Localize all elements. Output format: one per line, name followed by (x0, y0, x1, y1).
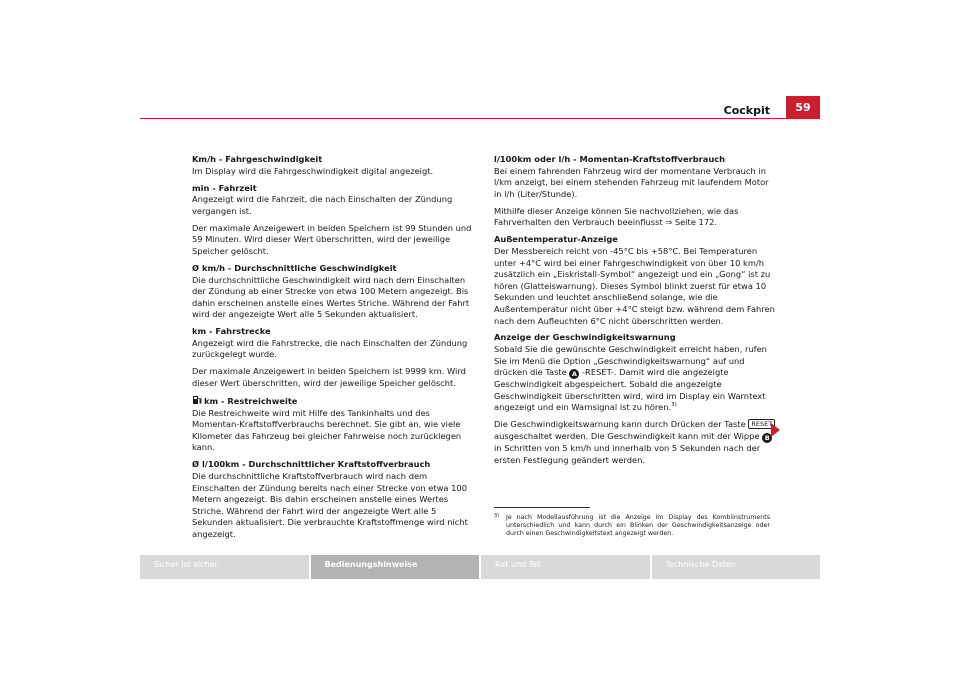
footnote (494, 514, 770, 539)
paragraph: Der maximale Anzeigewert in beiden Speichern ist 9999 km. Wird dieser Wert überschritten, wird der jeweilige Speicher gelöscht. (192, 366, 466, 389)
text-run: Die Geschwindigkeitswarnung kann durch Drücken der Taste (494, 419, 746, 430)
footnote-reference: 3) (671, 402, 677, 409)
left-column (192, 154, 474, 546)
button-a-symbol: A (569, 369, 579, 379)
footnote-number: 3) (494, 513, 500, 519)
section-heading: km - Restreichweite (204, 396, 298, 407)
section-fahrgeschwindigkeit (192, 154, 474, 177)
section-heading: Außentemperatur-Anzeige (494, 234, 618, 245)
section-aussentemperatur (494, 234, 776, 327)
footer-nav (140, 555, 820, 579)
section-heading: km - Fahrstrecke (192, 326, 271, 337)
section-geschwindigkeitswarnung (494, 332, 776, 466)
section-heading: Km/h - Fahrgeschwindigkeit (192, 154, 323, 164)
right-column (494, 154, 776, 472)
section-heading: Anzeige der Geschwindigkeitswarnung (494, 332, 676, 343)
paragraph: Der Messbereich reicht von -45°C bis +58°C. Bei Temperaturen unter +4°C wird bei einer Fahrgeschwindigkeit von über 10 km/h zusätzlich ein „Eiskristall-Symbol“ angezeigt und ein „Gong“ ist zu hören (Glatteiswarnung). Dieses Symbol blinkt zuerst für etwa 10 Sekunden und leuchtet anschließend solange, wie die Außentemperatur nicht über +4°C steigt bzw. während dem Fahren nach dem Aufleuchten 6°C nicht überschritten werden. (494, 245, 775, 326)
footer-tab-technische-daten[interactable]: Technische Daten (652, 555, 821, 579)
paragraph: Bei einem fahrenden Fahrzeug wird der momentane Verbrauch in l/km anzeigt, bei einem stehenden Fahrzeug mit laufendem Motor in l/h (Liter/Stunde). (494, 165, 769, 199)
section-fahrzeit (192, 183, 474, 258)
paragraph: Die durchschnittliche Kraftstoffverbrauch wird nach dem Einschalten der Zündung bereits nach einer Strecke von etwa 100 Metern angezeigt. Bis dahin erscheinen anstelle eines Wertes Striche. Während der Fahrt wird der angezeigte Wert alle 5 Sekunden aktualisiert. Die verbrauchte Kraftstoffmenge wird nicht angezeigt. (192, 470, 468, 539)
section-heading: Ø l/100km - Durchschnittlicher Kraftstoffverbrauch (192, 459, 431, 470)
paragraph: Die durchschnittliche Geschwindigkeit wird nach dem Einschalten der Zündung ab einer Strecke von etwa 100 Metern angezeigt. Bis dahin erscheinen anstelle eines Wertes Striche. Während der Fahrt wird der angezeigte Wert alle 5 Sekunden aktualisiert. (192, 274, 470, 320)
paragraph: Im Display wird die Fahrgeschwindigkeit digital angezeigt. (192, 165, 434, 176)
fuel-pump-icon (192, 395, 202, 405)
section-heading-with-icon (192, 395, 474, 408)
paragraph: Die Restreichweite wird mit Hilfe des Tankinhalts und des Momentan-Kraftstoffverbrauchs berechnet. Sie gibt an, wie viele Kilometer das Fahrzeug bei gleicher Fahrweise noch zurücklegen kann. (192, 407, 462, 453)
text-run: -RESET-. Damit wird die angezeigte Geschwindigkeit abgespeichert. Sobald die angezeigte Geschwindigkeit überschritten wird, wird im Display ein Warntext angezeigt und ein Warnsignal ist zu hören. (494, 367, 766, 413)
section-fahrstrecke (192, 326, 474, 389)
section-durchschnittsverbrauch (192, 459, 474, 540)
section-momentanverbrauch (494, 154, 776, 229)
continue-arrow-icon (771, 423, 780, 437)
reset-key-symbol: RESET (748, 419, 775, 429)
footer-tab-rat-und-tat[interactable]: Rat und Tat (481, 555, 650, 579)
footnote-rule (494, 507, 590, 508)
footnote-text: Je nach Modellausführung ist die Anzeige im Display des Kombiinstruments unterschiedlich und kann durch ein Blinken der Geschwindigkeitsanzeige oder durch einen Geschwindigkeitstext angezeigt werden. (506, 514, 770, 538)
paragraph (494, 419, 776, 466)
section-heading: min - Fahrzeit (192, 182, 257, 193)
section-restreichweite (192, 395, 474, 454)
text-run: in Schritten von 5 km/h und innerhalb von 5 Sekunden nach der ersten Festlegung geändert werden. (494, 443, 761, 465)
header-rule (140, 118, 820, 119)
paragraph (494, 344, 776, 414)
page-number: 59 (786, 96, 820, 118)
text-run: ausgeschaltet werden. Die Geschwindigkeit kann mit der Wippe (494, 431, 760, 442)
section-heading: l/100km oder l/h - Momentan-Kraftstoffverbrauch (494, 154, 726, 164)
footer-tab-bedienungshinweise[interactable]: Bedienungshinweise (311, 555, 480, 579)
paragraph: Angezeigt wird die Fahrzeit, die nach Einschalten der Zündung vergangen ist. (192, 194, 453, 216)
button-b-symbol: B (762, 433, 772, 443)
footer-tab-sicher[interactable]: Sicher ist sicher (140, 555, 309, 579)
paragraph: Der maximale Anzeigewert in beiden Speichern ist 99 Stunden und 59 Minuten. Wird dieser Wert überschritten, wird der jeweilige Speicher gelöscht. (192, 222, 472, 256)
section-durchschnittsgeschwindigkeit (192, 263, 474, 321)
paragraph: Angezeigt wird die Fahrstrecke, die nach Einschalten der Zündung zurückgelegt wurde. (192, 337, 468, 360)
text-run: Sobald Sie die gewünschte Geschwindigkeit erreicht haben, rufen Sie im Menü die Option „Geschwindigkeitswarnung“ auf und drücken die Taste (494, 344, 767, 378)
page-header-title: Cockpit (723, 104, 770, 117)
section-heading: Ø km/h - Durchschnittliche Geschwindigkeit (192, 262, 397, 273)
paragraph: Mithilfe dieser Anzeige können Sie nachvollziehen, wie das Fahrverhalten den Verbrauch beeinflusst ⇒ Seite 172. (494, 205, 739, 228)
